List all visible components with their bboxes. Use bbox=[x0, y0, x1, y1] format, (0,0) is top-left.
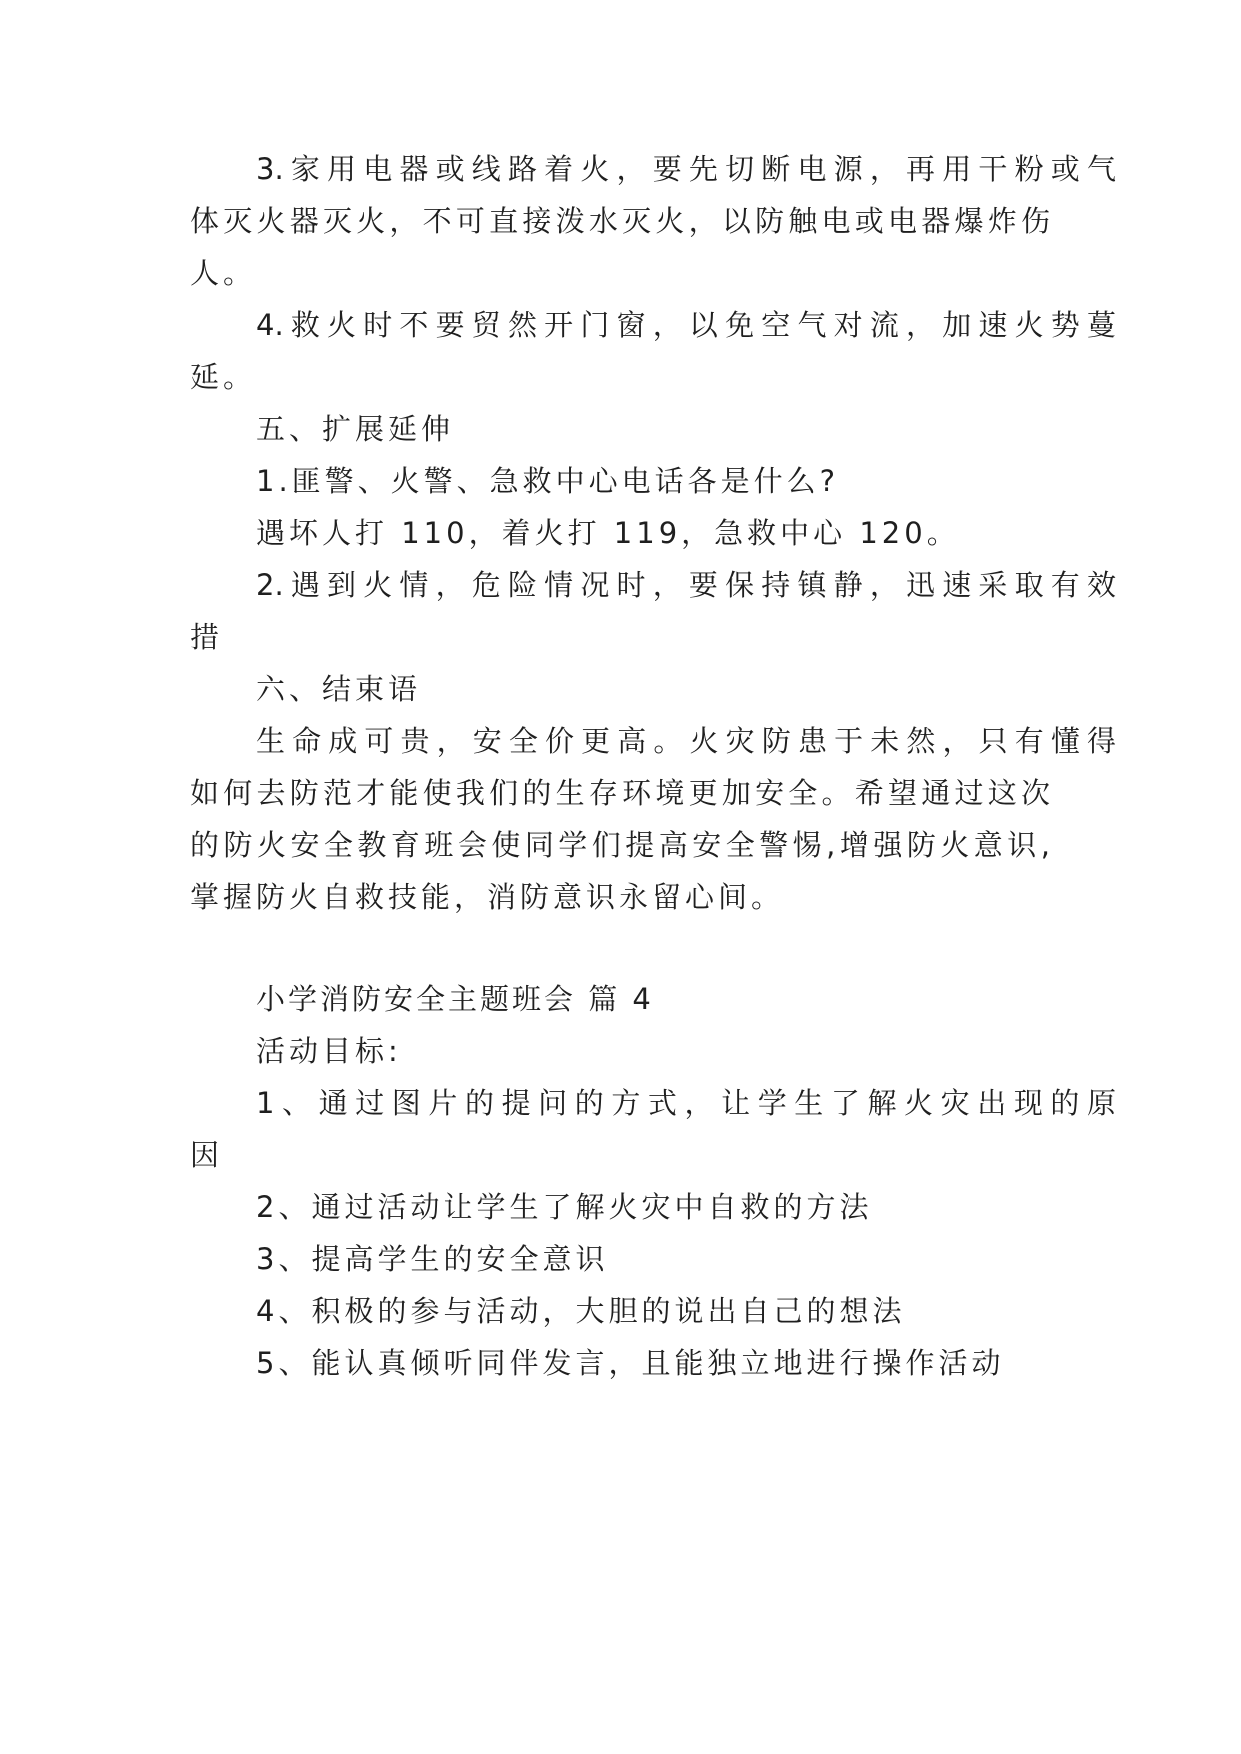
list-item: 1、通过图片的提问的方式，让学生了解火灾出现的原 bbox=[256, 1086, 1116, 1120]
paragraph-line: 2.遇到火情，危险情况时，要保持镇静，迅速采取有效 bbox=[256, 568, 1116, 602]
list-item: 5、能认真倾听同伴发言，且能独立地进行操作活动 bbox=[256, 1346, 1005, 1380]
paragraph-line: 措 bbox=[190, 620, 224, 654]
paragraph-line: 遇坏人打 110，着火打 119，急救中心 120。 bbox=[256, 516, 960, 550]
paragraph-line: 1.匪警、火警、急救中心电话各是什么? bbox=[256, 464, 840, 498]
paragraph-line: 4.救火时不要贸然开门窗，以免空气对流，加速火势蔓 bbox=[256, 308, 1116, 342]
paragraph-line: 延。 bbox=[190, 360, 257, 394]
paragraph-line: 如何去防范才能使我们的生存环境更加安全。希望通过这次 bbox=[190, 776, 1050, 810]
paragraph-line: 3.家用电器或线路着火，要先切断电源，再用干粉或气 bbox=[256, 152, 1116, 186]
list-item: 4、积极的参与活动，大胆的说出自己的想法 bbox=[256, 1294, 906, 1328]
article-title: 小学消防安全主题班会 篇 4 bbox=[256, 982, 654, 1016]
subsection-heading: 活动目标: bbox=[256, 1034, 402, 1068]
paragraph-line: 人。 bbox=[190, 256, 257, 290]
section-heading: 六、结束语 bbox=[256, 672, 422, 706]
paragraph-line: 体灭火器灭火，不可直接泼水灭火，以防触电或电器爆炸伤 bbox=[190, 204, 1050, 238]
paragraph-line: 生命成可贵，安全价更高。火灾防患于未然，只有懂得 bbox=[256, 724, 1116, 758]
section-heading: 五、扩展延伸 bbox=[256, 412, 455, 446]
paragraph-line: 的防火安全教育班会使同学们提高安全警惕,增强防火意识, bbox=[190, 828, 1050, 862]
paragraph-line: 掌握防火自救技能，消防意识永留心间。 bbox=[190, 880, 785, 914]
list-item: 2、通过活动让学生了解火灾中自救的方法 bbox=[256, 1190, 873, 1224]
list-item-continuation: 因 bbox=[190, 1138, 224, 1172]
list-item: 3、提高学生的安全意识 bbox=[256, 1242, 609, 1276]
